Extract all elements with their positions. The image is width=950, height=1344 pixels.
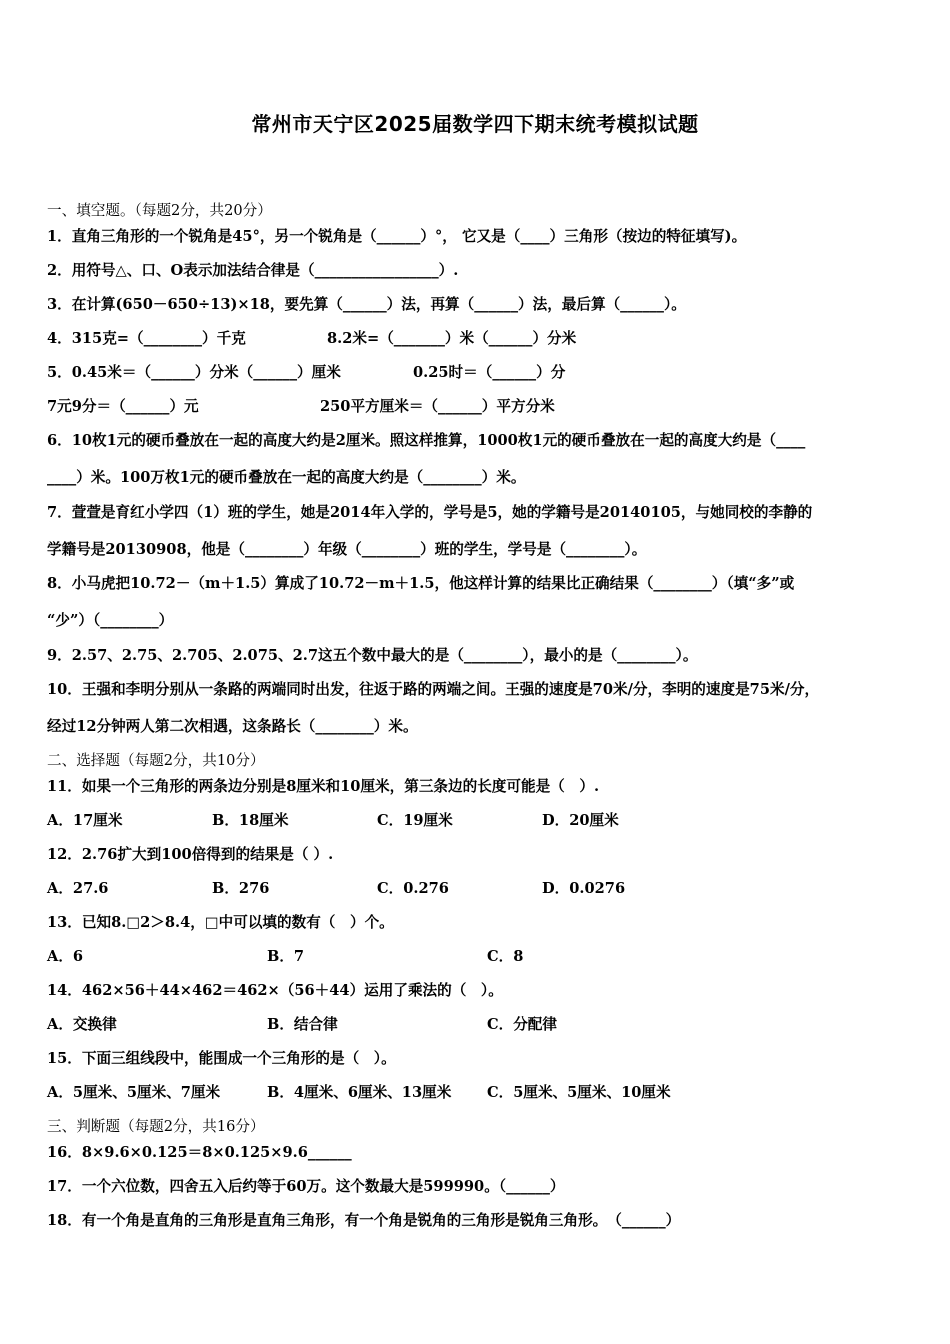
option-a: A．5厘米、5厘米、7厘米 — [47, 1084, 221, 1101]
question-1: 1．直角三角形的一个锐角是45°，另一个锐角是（______）°， 它又是（____）三角形（按边的特征填写)。 — [47, 228, 747, 245]
option-b: B．4厘米、6厘米、13厘米 — [267, 1084, 452, 1101]
question-8-line-2: “少”）（________） — [47, 612, 174, 629]
question-10-line-1: 10．王强和李明分别从一条路的两端同时出发，往返于路的两端之间。王强的速度是70米/分，李明的速度是75米/分， — [47, 681, 820, 698]
section-heading-choice: 二、选择题（每题2分，共10分） — [47, 752, 265, 769]
question-16: 16．8×9.6×0.125＝8×0.125×9.6______ — [47, 1144, 352, 1161]
question-9: 9．2.57、2.75、2.705、2.075、2.7这五个数中最大的是（________），最小的是（________）。 — [47, 647, 698, 664]
question-11: 11．如果一个三角形的两条边分别是8厘米和10厘米，第三条边的长度可能是（ ）. — [47, 778, 600, 795]
question-4-part-b: 8.2米=（_______）米（______）分米 — [327, 330, 577, 347]
option-c: C．5厘米、5厘米、10厘米 — [487, 1084, 671, 1101]
question-8-line-1: 8．小马虎把10.72－（m＋1.5）算成了10.72－m＋1.5，他这样计算的结果比正确结果（________）（填“多”或 — [47, 575, 795, 592]
option-c: C．19厘米 — [377, 812, 453, 829]
question-6-line-1: 6．10枚1元的硬币叠放在一起的高度大约是2厘米。照这样推算，1000枚1元的硬币叠放在一起的高度大约是（____ — [47, 432, 806, 449]
question-5-part-b: 0.25时＝（______）分 — [413, 364, 566, 381]
option-c: C．分配律 — [487, 1016, 557, 1033]
question-15: 15．下面三组线段中，能围成一个三角形的是（ ）。 — [47, 1050, 396, 1067]
option-a: A．6 — [47, 948, 84, 965]
section-heading-judgement: 三、判断题（每题2分，共16分） — [47, 1118, 265, 1135]
question-6-line-2: ____）米。100万枚1元的硬币叠放在一起的高度大约是（________）米。 — [47, 469, 526, 486]
question-5-part-a: 5．0.45米＝（______）分米（______）厘米 — [47, 364, 341, 381]
option-b: B．7 — [267, 948, 305, 965]
question-7-line-2: 学籍号是20130908，他是（________）年级（________）班的学生，学号是（________）。 — [47, 541, 647, 558]
option-a: A．27.6 — [47, 880, 109, 897]
question-3: 3．在计算(650－650÷13)×18，要先算（______）法，再算（______）法，最后算（______）。 — [47, 296, 686, 313]
option-a: A．交换律 — [47, 1016, 117, 1033]
option-d: D．0.0276 — [542, 880, 626, 897]
question-5-part-d: 250平方厘米＝（______）平方分米 — [320, 398, 555, 415]
question-7-line-1: 7．萱萱是育红小学四（1）班的学生，她是2014年入学的，学号是5，她的学籍号是20140105，与她同校的李静的 — [47, 504, 813, 521]
question-12: 12．2.76扩大到100倍得到的结果是（ ）. — [47, 846, 334, 863]
option-c: C．0.276 — [377, 880, 449, 897]
option-c: C．8 — [487, 948, 524, 965]
question-18: 18．有一个角是直角的三角形是直角三角形，有一个角是锐角的三角形是锐角三角形。 （______） — [47, 1212, 681, 1229]
option-b: B．结合律 — [267, 1016, 338, 1033]
question-5-part-c: 7元9分＝（______）元 — [47, 398, 199, 415]
option-b: B．276 — [212, 880, 270, 897]
option-a: A．17厘米 — [47, 812, 123, 829]
page-title: 常州市天宁区2025届数学四下期末统考模拟试题 — [251, 112, 699, 136]
question-14: 14．462×56＋44×462＝462×（56＋44）运用了乘法的（ ）。 — [47, 982, 503, 999]
question-10-line-2: 经过12分钟两人第二次相遇，这条路长（________）米。 — [47, 718, 418, 735]
question-4-part-a: 4．315克=（________）千克 — [47, 330, 246, 347]
option-d: D．20厘米 — [542, 812, 619, 829]
section-heading-fill-blank: 一、填空题。（每题2分，共20分） — [47, 202, 272, 219]
question-2: 2．用符号△、口、O表示加法结合律是（_________________）. — [47, 262, 459, 279]
option-b: B．18厘米 — [212, 812, 289, 829]
question-17: 17．一个六位数，四舍五入后约等于60万。这个数最大是599990。（______） — [47, 1178, 565, 1195]
question-13: 13．已知8.□2＞8.4，□中可以填的数有（ ）个。 — [47, 914, 394, 931]
